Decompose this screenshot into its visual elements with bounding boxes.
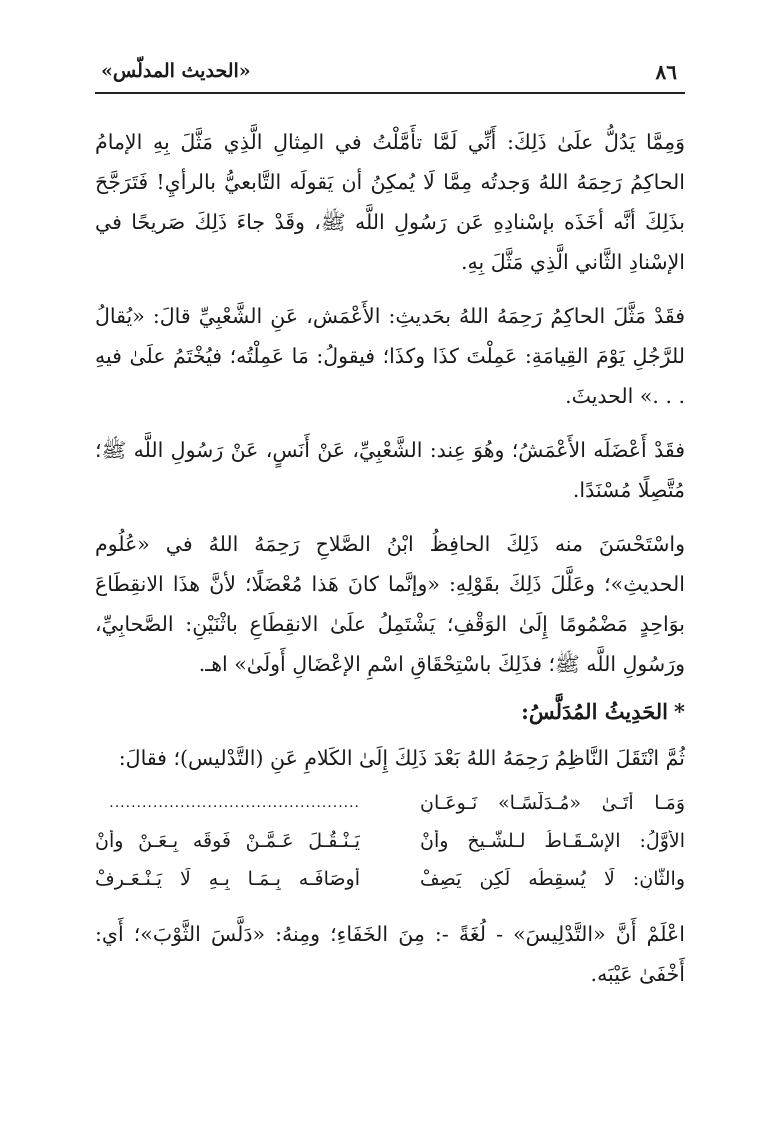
verse-lines [95, 784, 685, 898]
page-number: ٨٦ [655, 60, 677, 84]
page-body [95, 94, 685, 994]
verse-3-first-hemistich: والثَّانِ: لَا يُسقِطُه لَكِن يَصِفْ [420, 868, 685, 890]
section-heading-text: الحَدِيثُ المُدَلَّسُ: [521, 699, 669, 724]
verse-row-1 [95, 784, 685, 822]
book-page [95, 52, 685, 1112]
page-header [95, 52, 685, 94]
paragraph-3: فقَدْ أَعْضَلَه الأَعْمَشُ؛ وهُوَ عِند: الشَّعْبِيِّ، عَنْ أَنَسٍ، عَنْ رَسُولِ اللَّه ﷺ؛ مُتَّصِلًا مُسْنَدًا. [95, 438, 685, 502]
verse-2-second-hemistich: يَـنْـقُـلَ عَـمَّـنْ فَوقَه بِـعَـنْ وأَنْ [95, 830, 360, 852]
paragraph-1: وَمِمَّا يَدُلُّ علَىٰ ذَلِكَ: أَنِّي لَمَّا تأَمَّلْتُ في المِثالِ الَّذِي مَثَّلَ بِهِ الإمامُ الحاكِمُ رَحِمَهُ اللهُ وَجدتُه مِمَّا لَا يُمكِنُ أن يَقولَه التَّابعيُّ بالرأيِ! فَتَرَجَّحَ بذَلِكَ أنَّه أخَذَه بإسْنادِهِ عَن رَسُولِ اللَّه ﷺ، وقَدْ جاءَ ذَلِكَ صَريحًا في الإسْنادِ الثَّاني الَّذِي مَثَّلَ بِهِ. [95, 130, 685, 274]
paragraph-4: واسْتَحْسَنَ منه ذَلِكَ الحافِظُ ابْنُ الصَّلاحِ رَحِمَهُ اللهُ في «عُلُوم الحديثِ»؛ وعَلَّلَ ذَلِكَ بقَوْلِهِ: «وإنَّما كانَ هَذا مُعْضَلًا؛ لأنَّ هذَا الانقِطَاعَ بوَاحِدٍ مَضْمُومًا إِلَىٰ الوَقْفِ؛ يَشْتَمِلُ علَىٰ الانقِطَاعِ باثْنَيْنِ: الصَّحابِيِّ، ورَسُولِ اللَّه ﷺ؛ فذَلِكَ باسْتِحْقَاقِ اسْمِ الإعْضَالِ أَولَىٰ» اهـ. [95, 532, 685, 676]
section-heading [95, 692, 685, 732]
paragraph-2: فقَدْ مَثَّلَ الحاكِمُ رَحِمَهُ اللهُ بحَديثِ: الأَعْمَش، عَنِ الشَّعْبِيِّ قالَ: «يُقالُ للرَّجُلِ يَوْمَ القِيامَةِ: عَمِلْتَ كذَا وكذَا؛ فيقولُ: مَا عَمِلْتُه؛ فيُخْتَمُ علَىٰ فيهِ . . .» الحديثَ. [95, 304, 685, 408]
running-title: «الحديث المدلّس» [101, 60, 251, 82]
verse-1-ellipsis: .............................................. [109, 795, 360, 811]
verse-3-second-hemistich: أَوصَافَـه بِـمَـا بِـهِ لَا يَـنْـعَـرِفْ [95, 868, 360, 890]
section-marker: * [674, 699, 685, 724]
verse-row-3 [95, 860, 685, 898]
verse-row-2 [95, 822, 685, 860]
verse-2-first-hemistich: الأَوَّلُ: الإسْـقَـاطُ لـلشَّـيخ وأَنْ [420, 830, 685, 852]
closing-paragraph: اعْلَمْ أَنَّ «التَّدْلِيسَ» - لُغَةً -: مِنَ الخَفَاءِ؛ ومِنهُ: «دَلَّسَ الثَّوْبَ»؛ أَي: أَخْفَىٰ عَيْبَه. [95, 922, 685, 986]
intro-paragraph: ثُمَّ انْتَقَلَ النَّاظِمُ رَحِمَهُ اللهُ بَعْدَ ذَلِكَ إِلَىٰ الكَلامِ عَنِ (التَّدْليس)؛ فقالَ: [118, 746, 685, 770]
verse-1-second-hemistich: وَمَـا أَتَـىٰ «مُـدَلَّسًـا» نَـوعَـانِ [420, 792, 685, 814]
